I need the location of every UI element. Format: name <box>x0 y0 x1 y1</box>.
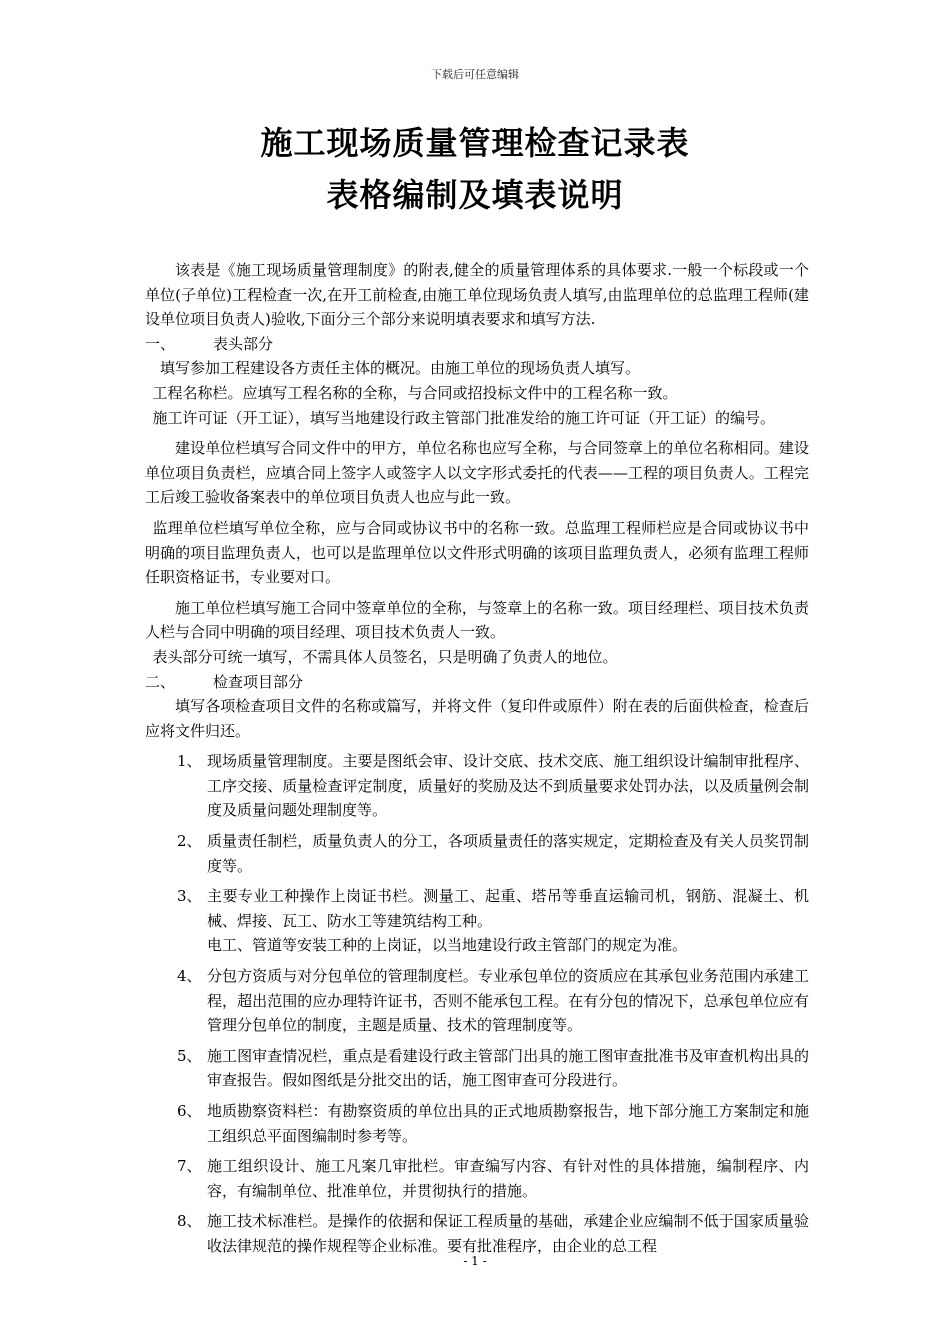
paragraph: 填写各项检查项目文件的名称或篇写，并将文件（复印件或原件）附在表的后面供检查，检查后应将文件归还。 <box>145 697 809 740</box>
paragraph: 监理单位栏填写单位全称，应与合同或协议书中的名称一致。总监理工程师栏应是合同或协议书中明确的项目监理负责人，也可以是监理单位以文件形式明确的该项目监理负责人，必须有监理工程师任职资格证书，专业要对口。 <box>145 518 809 587</box>
document-title: 施工现场质量管理检查记录表 <box>260 124 690 162</box>
list-text: 分包方资质与对分包单位的管理制度栏。专业承包单位的资质应在其承包业务范围内承建工程，超出范围的应办理特许证书，否则不能承包工程。在有分包的情况下，总承包单位应有管理分包单位的制度，主题是质量、技术的管理制度等。 <box>207 967 809 1035</box>
intro-paragraph: 该表是《施工现场质量管理制度》的附表,健全的质量管理体系的具体要求.一般一个标段或一个单位(子单位)工程检查一次,在开工前检查,由施工单位现场负责人填写,由监理单位的总监理工程师(建设单位项目负责人)验收,下面分三个部分来说明填表要求和填写方法. <box>145 261 809 329</box>
list-item <box>145 749 809 823</box>
list-text: 施工组织设计、施工凡案几审批栏。审查编写内容、有针对性的具体措施，编制程序、内容，有编制单位、批准单位，并贯彻执行的措施。 <box>207 1157 809 1200</box>
section-title: 检查项目部分 <box>213 672 304 691</box>
paragraph: 填写参加工程建设各方责任主体的概况。由施工单位的现场负责人填写。 <box>160 359 641 378</box>
section-number: 二、 <box>145 672 176 691</box>
list-number: 3、 <box>177 887 202 906</box>
list-text: 质量责任制栏，质量负责人的分工，各项质量责任的落实规定，定期检查及有关人员奖罚制度等。 <box>207 832 809 875</box>
list-text: 施工技术标准栏。是操作的依据和保证工程质量的基础，承建企业应编制不低于国家质量验收法律规范的操作规程等企业标准。要有批准程序，由企业的总工程 <box>207 1212 809 1255</box>
list-text: 主要专业工种操作上岗证书栏。测量工、起重、塔吊等垂直运输司机，钢筋、混凝土、机械、焊接、瓦工、防水工等建筑结构工种。 <box>207 887 809 930</box>
list-item <box>145 1209 809 1258</box>
list-item <box>145 1044 809 1093</box>
list-number: 1、 <box>177 752 202 771</box>
paragraph: 表头部分可统一填写，不需具体人员签名，只是明确了负责人的地位。 <box>152 647 618 666</box>
list-number: 8、 <box>177 1212 202 1231</box>
list-item <box>145 829 809 878</box>
section-heading-2 <box>145 670 809 695</box>
list-extra-line: 电工、管道等安装工种的上岗证，以当地建设行政主管部门的规定为准。 <box>207 936 688 955</box>
list-item <box>145 964 809 1038</box>
list-text: 地质勘察资料栏：有勘察资质的单位出具的正式地质勘察报告，地下部分施工方案制定和施工组织总平面图编制时参考等。 <box>207 1102 809 1145</box>
list-number: 4、 <box>177 967 202 986</box>
section-heading-1 <box>145 332 809 357</box>
list-number: 5、 <box>177 1046 202 1065</box>
list-item <box>145 884 809 933</box>
paragraph: 工程名称栏。应填写工程名称的全称，与合同或招投标文件中的工程名称一致。 <box>152 383 678 402</box>
list-text: 现场质量管理制度。主要是图纸会审、设计交底、技术交底、施工组织设计编制审批程序、工序交接、质量检查评定制度，质量好的奖励及达不到质量要求处罚办法，以及质量例会制度及质量问题处理制度等。 <box>207 752 809 820</box>
section-title: 表头部分 <box>213 334 274 353</box>
page-number: - 1 - <box>463 1254 487 1268</box>
list-number: 2、 <box>177 832 202 851</box>
document-body <box>145 258 809 1259</box>
list-item <box>145 1099 809 1148</box>
header-note: 下载后可任意编辑 <box>431 68 519 81</box>
list-text: 施工图审查情况栏，重点是看建设行政主管部门出具的施工图审查批准书及审查机构出具的审查报告。假如图纸是分批交出的话，施工图审查可分段进行。 <box>207 1046 809 1090</box>
paragraph: 施工许可证（开工证），填写当地建设行政主管部门批准发给的施工许可证（开工证）的编号。 <box>152 408 776 427</box>
section-number: 一、 <box>145 334 176 353</box>
paragraph: 施工单位栏填写施工合同中签章单位的全称，与签章上的名称一致。项目经理栏、项目技术负责人栏与合同中明确的项目经理、项目技术负责人一致。 <box>145 598 809 642</box>
paragraph: 建设单位栏填写合同文件中的甲方，单位名称也应写全称，与合同签章上的单位名称相同。建设单位项目负责栏，应填合同上签字人或签字人以文字形式委托的代表——工程的项目负责人。工程完工后竣工验收备案表中的单位项目负责人也应与此一致。 <box>145 439 809 507</box>
document-subtitle: 表格编制及填表说明 <box>326 176 624 214</box>
list-number: 7、 <box>177 1157 202 1176</box>
list-item <box>145 1154 809 1203</box>
list-number: 6、 <box>177 1102 202 1120</box>
